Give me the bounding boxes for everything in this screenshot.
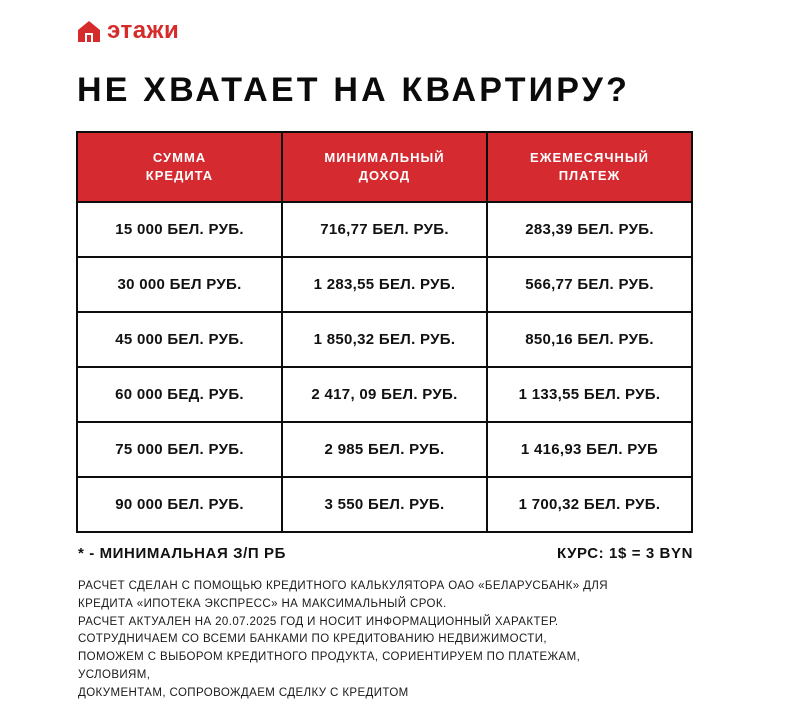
credit-table [76, 131, 693, 533]
cell-min-income: 1 850,32 БЕЛ. РУБ. [282, 312, 487, 367]
cell-loan-amount: 90 000 БЕЛ. РУБ. [77, 477, 282, 532]
cell-loan-amount: 30 000 БЕЛ РУБ. [77, 257, 282, 312]
disclaimer [78, 578, 718, 703]
header-min-income: МИНИМАЛЬНЫЙ ДОХОД [282, 132, 487, 202]
header-loan-amount: СУММА КРЕДИТА [77, 132, 282, 202]
exchange-rate: КУРС: 1$ = 3 BYN [556, 545, 693, 562]
cell-min-income: 2 985 БЕЛ. РУБ. [282, 422, 487, 477]
cell-loan-amount: 45 000 БЕЛ. РУБ. [77, 312, 282, 367]
cell-monthly-payment: 1 700,32 БЕЛ. РУБ. [487, 477, 692, 532]
cell-min-income: 716,77 БЕЛ. РУБ. [282, 202, 487, 257]
cell-loan-amount: 75 000 БЕЛ. РУБ. [77, 422, 282, 477]
cell-loan-amount: 15 000 БЕЛ. РУБ. [77, 202, 282, 257]
table-row [77, 477, 692, 532]
disclaimer-line: РАСЧЕТ АКТУАЛЕН НА 20.07.2025 ГОД И НОСИТ ИНФОРМАЦИОННЫЙ ХАРАКТЕР. [78, 615, 559, 628]
disclaimer-line: СОТРУДНИЧАЕМ СО ВСЕМИ БАНКАМИ ПО КРЕДИТОВАНИЮ НЕДВИЖИМОСТИ, [78, 633, 547, 646]
disclaimer-line: КРЕДИТА «ИПОТЕКА ЭКСПРЕСС» НА МАКСИМАЛЬНЫЙ СРОК. [78, 597, 447, 610]
building-icon [78, 20, 100, 42]
brand-logo [78, 17, 179, 45]
table-row [77, 367, 692, 422]
table-row [77, 422, 692, 477]
disclaimer-line: ДОКУМЕНТАМ, СОПРОВОЖДАЕМ СДЕЛКУ С КРЕДИТОМ [78, 686, 409, 699]
table-row [77, 312, 692, 367]
table-header-row [77, 132, 692, 202]
table-row [77, 257, 692, 312]
brand-name: этажи [107, 17, 180, 44]
min-wage-footnote: * - МИНИМАЛЬНАЯ З/П РБ [78, 545, 286, 562]
cell-min-income: 2 417, 09 БЕЛ. РУБ. [282, 367, 487, 422]
cell-monthly-payment: 566,77 БЕЛ. РУБ. [487, 257, 692, 312]
disclaimer-line: УСЛОВИЯМ, [78, 668, 151, 681]
header-monthly-payment: ЕЖЕМЕСЯЧНЫЙ ПЛАТЕЖ [487, 132, 692, 202]
page-title: НЕ ХВАТАЕТ НА КВАРТИРУ? [77, 71, 631, 109]
disclaimer-line: ПОМОЖЕМ С ВЫБОРОМ КРЕДИТНОГО ПРОДУКТА, СОРИЕНТИРУЕМ ПО ПЛАТЕЖАМ, [78, 651, 581, 664]
cell-monthly-payment: 283,39 БЕЛ. РУБ. [487, 202, 692, 257]
disclaimer-line: РАСЧЕТ СДЕЛАН С ПОМОЩЬЮ КРЕДИТНОГО КАЛЬКУЛЯТОРА ОАО «БЕЛАРУСБАНК» ДЛЯ [78, 580, 608, 592]
cell-monthly-payment: 850,16 БЕЛ. РУБ. [487, 312, 692, 367]
cell-min-income: 1 283,55 БЕЛ. РУБ. [282, 257, 487, 312]
cell-monthly-payment: 1 416,93 БЕЛ. РУБ [487, 422, 692, 477]
table-row [77, 202, 692, 257]
cell-min-income: 3 550 БЕЛ. РУБ. [282, 477, 487, 532]
cell-monthly-payment: 1 133,55 БЕЛ. РУБ. [487, 367, 692, 422]
cell-loan-amount: 60 000 БЕД. РУБ. [77, 367, 282, 422]
